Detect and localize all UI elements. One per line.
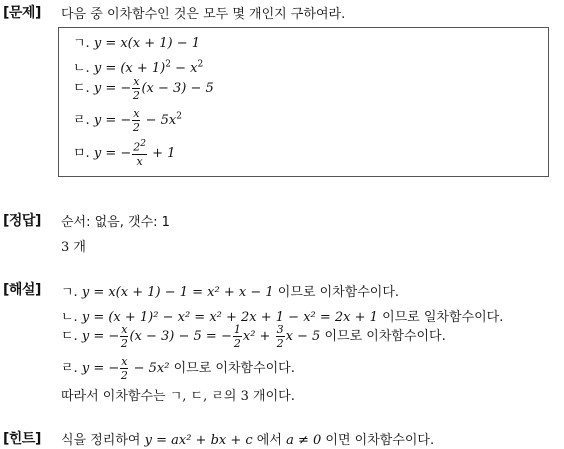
explanation-line: ㄷ. y = − $\frac{x}{2}$ (x − 3) − 5 = − $\frac{1}{2}$ x² + $\frac{3}{2}$ x − 5 이므로 이차함수이다. [61, 323, 446, 350]
explanation-tag: [해설] [3, 282, 41, 298]
hint-tag: [힌트] [3, 431, 41, 447]
explanation-conclusion: 따라서 이차함수는 ㄱ, ㄷ, ㄹ의 3 개이다. [61, 389, 295, 404]
choice-item: ㄹ. y = − $\frac{x}{2}$ − $5x^2$ [73, 107, 182, 134]
answer-tag: [정답] [3, 213, 41, 229]
explanation-line: ㄱ. y = x(x + 1) − 1 = x² + x − 1 이므로 이차함수이다. [61, 285, 400, 300]
explanation-line: ㄴ. y = (x + 1)² − x² = x² + 2x + 1 − x² = 2x + 1 이므로 일차함수이다. [61, 310, 504, 325]
fraction: $\frac{x}{2}$ [132, 75, 140, 102]
fraction: $\frac{2^2}{x}$ [133, 139, 146, 168]
fraction: $\frac{x}{2}$ [120, 323, 128, 350]
problem-question: 다음 중 이차함수인 것은 모두 몇 개인지 구하여라. [61, 7, 346, 22]
explanation-line: ㄹ. y = − $\frac{x}{2}$ − 5x² 이므로 이차함수이다. [61, 355, 295, 382]
choice-item: ㅁ. y = − $\frac{2^2}{x}$ + 1 [73, 139, 176, 168]
fraction: $\frac{1}{2}$ [233, 323, 241, 350]
fraction: $\frac{x}{2}$ [120, 355, 128, 382]
answer-count: 3 개 [61, 240, 86, 255]
hint-line: 식을 정리하여 y = ax² + bx + c 에서 a ≠ 0 이면 이차함수이다. [61, 433, 435, 448]
choice-item: ㄷ. y = − $\frac{x}{2}$ (x − 3) − 5 [73, 75, 214, 102]
answer-line: 순서: 없음, 갯수: 1 [61, 215, 170, 230]
fraction: $\frac{x}{2}$ [132, 107, 140, 134]
choice-item: ㄱ. y = x(x + 1) − 1 [73, 36, 201, 51]
choices-box [58, 27, 549, 177]
problem-tag: [문제] [3, 5, 41, 21]
choice-item: ㄴ. $y = (x + 1)^2 - x^2$ [73, 59, 204, 76]
fraction: $\frac{3}{2}$ [276, 323, 284, 350]
